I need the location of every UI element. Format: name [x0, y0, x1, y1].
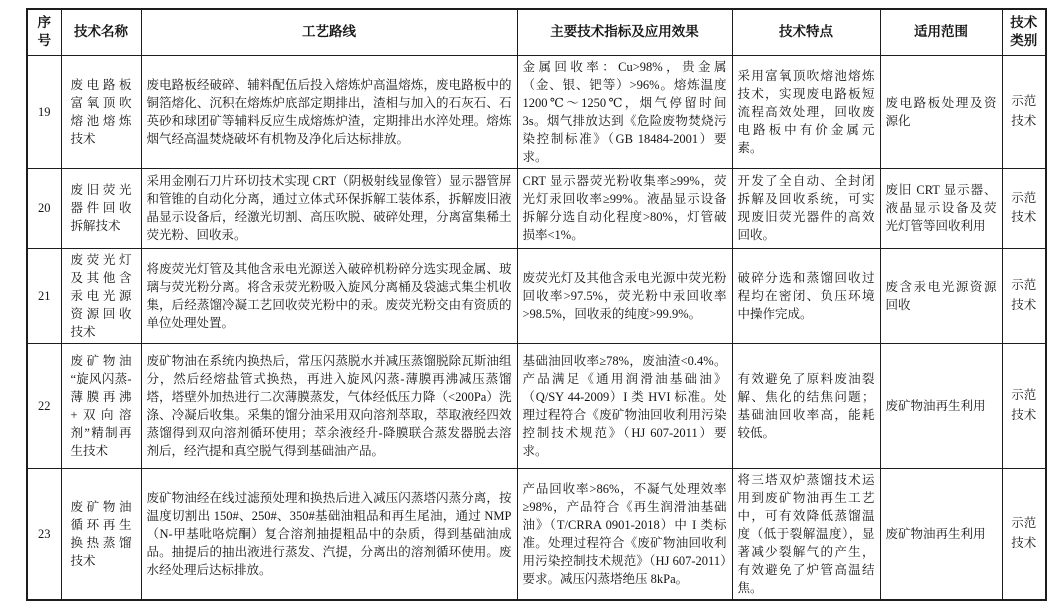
cell-process-route: 废矿物油经在线过滤预处理和换热后进入减压闪蒸塔闪蒸分离，按温度切割出 150#、250#、350#基础油粗品和再生尾油，通过 NMP（N-甲基吡咯烷酮）复合溶剂抽提粗品中的杂质，得到基础油成品。抽提后的抽出液进行蒸发、汽提，分离出的溶剂循环使用。废水经处理后达标排放。	[141, 468, 517, 600]
cell-indicators: 废荧光灯及其他含汞电光源中荧光粉回收率>97.5%，荧光粉中汞回收率>98.5%，回收汞的纯度>99.9%。	[517, 248, 732, 343]
cell-application-scope: 废旧 CRT 显示器、液晶显示设备及荧光灯管等回收利用	[880, 168, 1002, 248]
header-application-scope: 适用范围	[880, 9, 1002, 55]
table-row	[27, 343, 1046, 468]
cell-technology-name: 废矿物油“旋风闪蒸-薄膜再沸+双向溶剂”精制再生技术	[61, 343, 141, 468]
header-technology-category: 技术类别	[1002, 9, 1046, 55]
cell-category: 示范技术	[1002, 168, 1046, 248]
cell-application-scope: 废矿物油再生利用	[880, 343, 1002, 468]
cell-indicators: 金属回收率：Cu>98%，贵金属（金、银、钯等）>96%。熔炼温度 1200℃～1250℃，烟气停留时间 3s。烟气排放达到《危险废物焚烧污染控制标准》（GB 18484-2001）要求。	[517, 55, 732, 168]
cell-process-route: 采用金刚石刀片环切技术实现 CRT（阴极射线显像管）显示器管屏和管锥的自动化分离，通过立体式环保拆解工装体系，拆解废旧液晶显示设备后，经激光切割、高压吹脱、破碎处理，分离富集稀土荧光粉、回收汞。	[141, 168, 517, 248]
table-row	[27, 248, 1046, 343]
header-technology-name: 技术名称	[61, 9, 141, 55]
cell-features: 开发了全自动、全封闭拆解及回收系统，可实现废旧荧光器件的高效回收。	[732, 168, 880, 248]
header-technical-features: 技术特点	[732, 9, 880, 55]
cell-application-scope: 废电路板处理及资源化	[880, 55, 1002, 168]
cell-process-route: 废电路板经破碎、辅料配伍后投入熔炼炉高温熔炼，废电路板中的铜箔熔化、沉积在熔炼炉底部定期排出，渣相与加入的石灰石、石英砂和球团矿等辅料反应生成熔炼炉渣，定期排出水淬处理。熔炼烟气经高温焚烧破坏有机物及净化后达标排放。	[141, 55, 517, 168]
cell-application-scope: 废矿物油再生利用	[880, 468, 1002, 600]
header-process-route: 工艺路线	[141, 9, 517, 55]
cell-category: 示范技术	[1002, 468, 1046, 600]
cell-serial-number: 23	[27, 468, 61, 600]
cell-indicators: CRT 显示器荧光粉收集率≥99%，荧光灯汞回收率≥99%。液晶显示设备拆解分选自动化程度>80%，灯管破损率<1%。	[517, 168, 732, 248]
cell-technology-name: 废矿物油循环再生换热蒸馏技术	[61, 468, 141, 600]
cell-serial-number: 22	[27, 343, 61, 468]
cell-technology-name: 废电路板富氧顶吹熔池熔炼技术	[61, 55, 141, 168]
technology-catalog-table	[26, 8, 1047, 601]
cell-features: 采用富氧顶吹熔池熔炼技术，实现废电路板短流程高效处理，回收废电路板中有价金属元素。	[732, 55, 880, 168]
header-row	[27, 9, 1046, 55]
cell-indicators: 产品回收率>86%，不凝气处理效率≥98%，产品符合《再生润滑油基础油》（T/CRRA 0901-2018）中 I 类标准。处理过程符合《废矿物油回收利用污染控制技术规范》（HJ 607-2011）要求。减压闪蒸塔绝压 8kPa。	[517, 468, 732, 600]
cell-features: 将三塔双炉蒸馏技术运用到废矿物油再生工艺中，可有效降低蒸馏温度（低于裂解温度），显著减少裂解气的产生，有效避免了炉管高温结焦。	[732, 468, 880, 600]
cell-serial-number: 20	[27, 168, 61, 248]
cell-process-route: 废矿物油在系统内换热后，常压闪蒸脱水并减压蒸馏脱除瓦斯油组分，然后经熔盐管式换热，再进入旋风闪蒸-薄膜再沸减压蒸馏塔，塔壁外加热进行二次薄膜蒸发，气体经低压力降（<200Pa）洗涤、冷凝后收集。采集的馏分油采用双向溶剂萃取，萃取液经四效蒸馏得到双向溶剂循环使用；萃余液经升-降膜联合蒸发器脱去溶剂后，经汽提和真空脱气得到基础油产品。	[141, 343, 517, 468]
table-row	[27, 168, 1046, 248]
table-row	[27, 468, 1046, 600]
cell-technology-name: 废旧荧光器件回收拆解技术	[61, 168, 141, 248]
cell-category: 示范技术	[1002, 248, 1046, 343]
cell-features: 有效避免了原料废油裂解、焦化的结焦问题；基础油回收率高，能耗较低。	[732, 343, 880, 468]
cell-category: 示范技术	[1002, 343, 1046, 468]
table-row	[27, 55, 1046, 168]
cell-category: 示范技术	[1002, 55, 1046, 168]
cell-indicators: 基础油回收率≥78%，废油渣<0.4%。产品满足《通用润滑油基础油》（Q/SY 44-2009）I 类 HVI 标准。处理过程符合《废矿物油回收利用污染控制技术规范》（HJ 607-2011）要求。	[517, 343, 732, 468]
cell-application-scope: 废含汞电光源资源回收	[880, 248, 1002, 343]
header-serial-number: 序号	[27, 9, 61, 55]
cell-serial-number: 19	[27, 55, 61, 168]
cell-serial-number: 21	[27, 248, 61, 343]
cell-features: 破碎分选和蒸馏回收过程均在密闭、负压环境中操作完成。	[732, 248, 880, 343]
header-technical-indicators: 主要技术指标及应用效果	[517, 9, 732, 55]
cell-process-route: 将废荧光灯管及其他含汞电光源送入破碎机粉碎分选实现金属、玻璃与荧光粉分离。将含汞荧光粉吸入旋风分离桶及袋滤式集尘机收集，后经蒸馏冷凝工艺回收荧光粉中的汞。废荧光粉交由有资质的单位处理处置。	[141, 248, 517, 343]
cell-technology-name: 废荧光灯及其他含汞电光源资源回收技术	[61, 248, 141, 343]
